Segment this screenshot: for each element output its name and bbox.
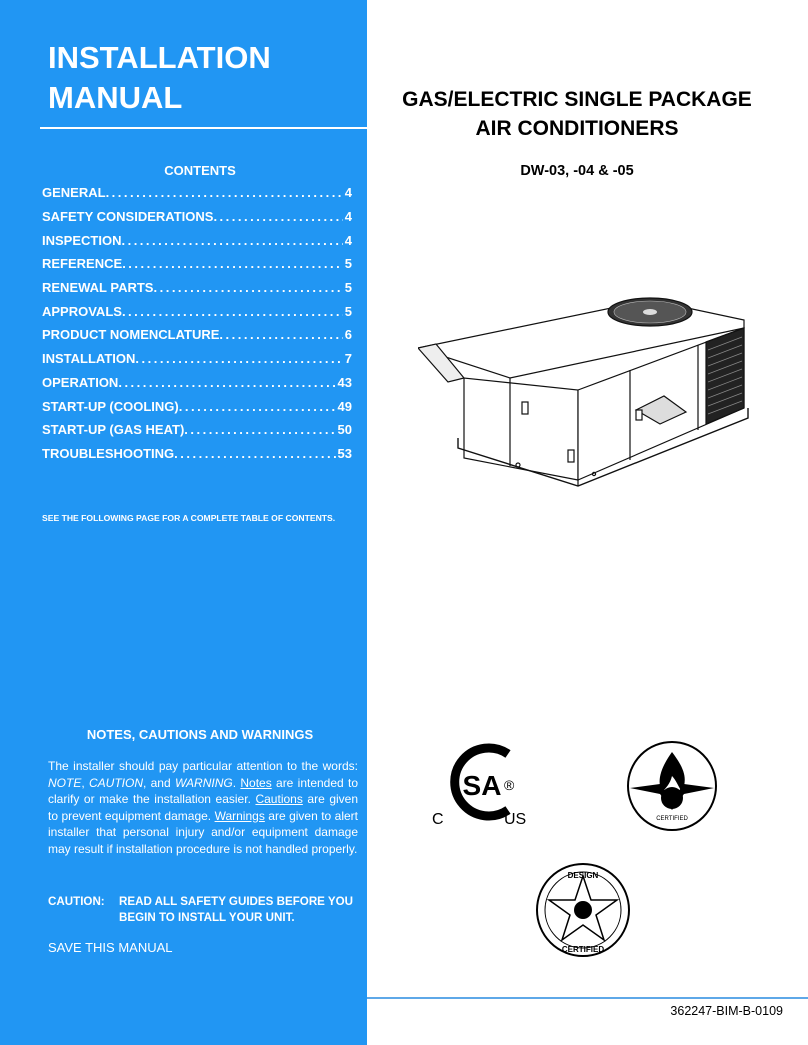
toc-entry-label: START-UP (COOLING) [42, 398, 179, 414]
notes-heading: NOTES, CAUTIONS AND WARNINGS [86, 727, 314, 742]
toc-entry [42, 299, 352, 323]
caution-line: READ ALL SAFETY GUIDES BEFORE YOU [119, 895, 354, 908]
toc-entry-page: 50 [337, 422, 352, 438]
caution-block [48, 894, 353, 926]
caution-line: BEGIN TO INSTALL YOUR UNIT. [119, 911, 295, 924]
csa-c-label: C [432, 811, 444, 828]
notes-text: . [232, 775, 241, 790]
toc-entry-page: 53 [337, 445, 352, 461]
toc-entry [42, 181, 352, 205]
toc-entry-label: APPROVALS [42, 303, 122, 319]
warnings-underlined: Warnings [214, 808, 265, 823]
document-title-line1: GAS/ELECTRIC SINGLE PACKAGE [402, 88, 752, 111]
model-numbers: DW-03, -04 & -05 [520, 163, 634, 179]
note-word: NOTE [48, 775, 82, 790]
toc-entry-label: TROUBLESHOOTING [42, 445, 175, 461]
toc-entry-label: SAFETY CONSIDERATIONS [42, 209, 214, 225]
notes-text: are given to alert installer that personal injury and/or equipment damage may result if installation procedure is not handled properly. [48, 808, 359, 856]
toc-entry [42, 347, 352, 371]
manual-title-line2: MANUAL [48, 80, 183, 115]
toc-entry-page: 6 [344, 327, 352, 343]
see-following-page-note: SEE THE FOLLOWING PAGE FOR A COMPLETE TABLE OF CONTENTS. [42, 513, 336, 523]
table-of-contents [42, 181, 352, 465]
toc-entry-label: RENEWAL PARTS [42, 280, 154, 296]
csa-letters: SA [462, 770, 502, 801]
toc-entry-page: 7 [344, 351, 352, 367]
design-certified-logo [535, 862, 631, 958]
toc-entry-page: 4 [344, 209, 352, 225]
notes-text: , and [142, 775, 175, 790]
sidebar-panel [0, 0, 367, 1045]
toc-leader-dots [213, 209, 342, 224]
toc-entry [42, 228, 352, 252]
caution-word: CAUTION [88, 775, 143, 790]
flame-logo-text: CERTIFIED [656, 816, 688, 822]
toc-entry-page: 43 [337, 374, 352, 390]
toc-leader-dots [135, 351, 342, 366]
toc-entry [42, 252, 352, 276]
toc-entry [42, 418, 352, 442]
toc-entry [42, 205, 352, 229]
toc-leader-dots [122, 304, 343, 319]
toc-entry-label: START-UP (GAS HEAT) [42, 422, 185, 438]
toc-leader-dots [122, 256, 343, 271]
toc-entry-label: INSTALLATION [42, 351, 136, 367]
warning-word: WARNING [174, 775, 233, 790]
rooftop-unit-illustration [418, 290, 758, 490]
design-bottom-text: CERTIFIED [561, 945, 605, 954]
toc-entry [42, 323, 352, 347]
notes-text: The installer should pay particular attention to the words: [48, 759, 358, 773]
toc-leader-dots [118, 375, 335, 390]
csa-registered-mark: ® [504, 777, 515, 793]
document-number: 362247-BIM-B-0109 [670, 1004, 783, 1018]
toc-entry-page: 5 [344, 303, 352, 319]
footer-divider [367, 997, 808, 999]
manual-title-line1: INSTALLATION [48, 40, 271, 75]
toc-leader-dots [174, 446, 335, 461]
csa-flame-certified-logo [626, 740, 718, 832]
toc-entry-page: 4 [344, 185, 352, 201]
toc-entry-label: INSPECTION [42, 232, 122, 248]
toc-entry-page: 5 [344, 256, 352, 272]
caution-text [119, 894, 353, 926]
toc-leader-dots [153, 280, 342, 295]
notes-text: are given to prevent equipment damage. [48, 792, 358, 823]
title-divider [40, 127, 367, 129]
notes-text: are intended to clarify or make the installation easier. [48, 775, 359, 806]
toc-leader-dots [179, 399, 336, 414]
toc-entry-label: GENERAL [42, 185, 106, 201]
toc-entry-label: OPERATION [42, 374, 119, 390]
save-manual-text: SAVE THIS MANUAL [48, 940, 173, 955]
toc-entry-label: PRODUCT NOMENCLATURE [42, 327, 220, 343]
caution-label: CAUTION: [48, 895, 105, 908]
toc-entry [42, 442, 352, 466]
toc-leader-dots [106, 185, 343, 200]
toc-entry [42, 394, 352, 418]
toc-entry [42, 276, 352, 300]
csa-us-label: US [504, 811, 527, 828]
toc-entry [42, 371, 352, 395]
toc-leader-dots [219, 327, 342, 342]
toc-leader-dots [121, 233, 342, 248]
notes-paragraph [48, 758, 358, 857]
manual-title [48, 38, 271, 118]
toc-entry-page: 4 [344, 232, 352, 248]
document-title [368, 85, 786, 143]
notes-text: , [81, 775, 89, 790]
notes-underlined: Notes [240, 775, 272, 790]
csa-certification-logo [430, 740, 540, 832]
document-title-line2: AIR CONDITIONERS [475, 117, 679, 140]
cautions-underlined: Cautions [255, 792, 303, 806]
toc-entry-page: 5 [344, 280, 352, 296]
toc-leader-dots [184, 422, 335, 437]
toc-entry-label: REFERENCE [42, 256, 123, 272]
toc-entry-page: 49 [337, 398, 352, 414]
design-top-text: DESIGN [567, 871, 599, 880]
contents-heading: CONTENTS [164, 163, 236, 178]
